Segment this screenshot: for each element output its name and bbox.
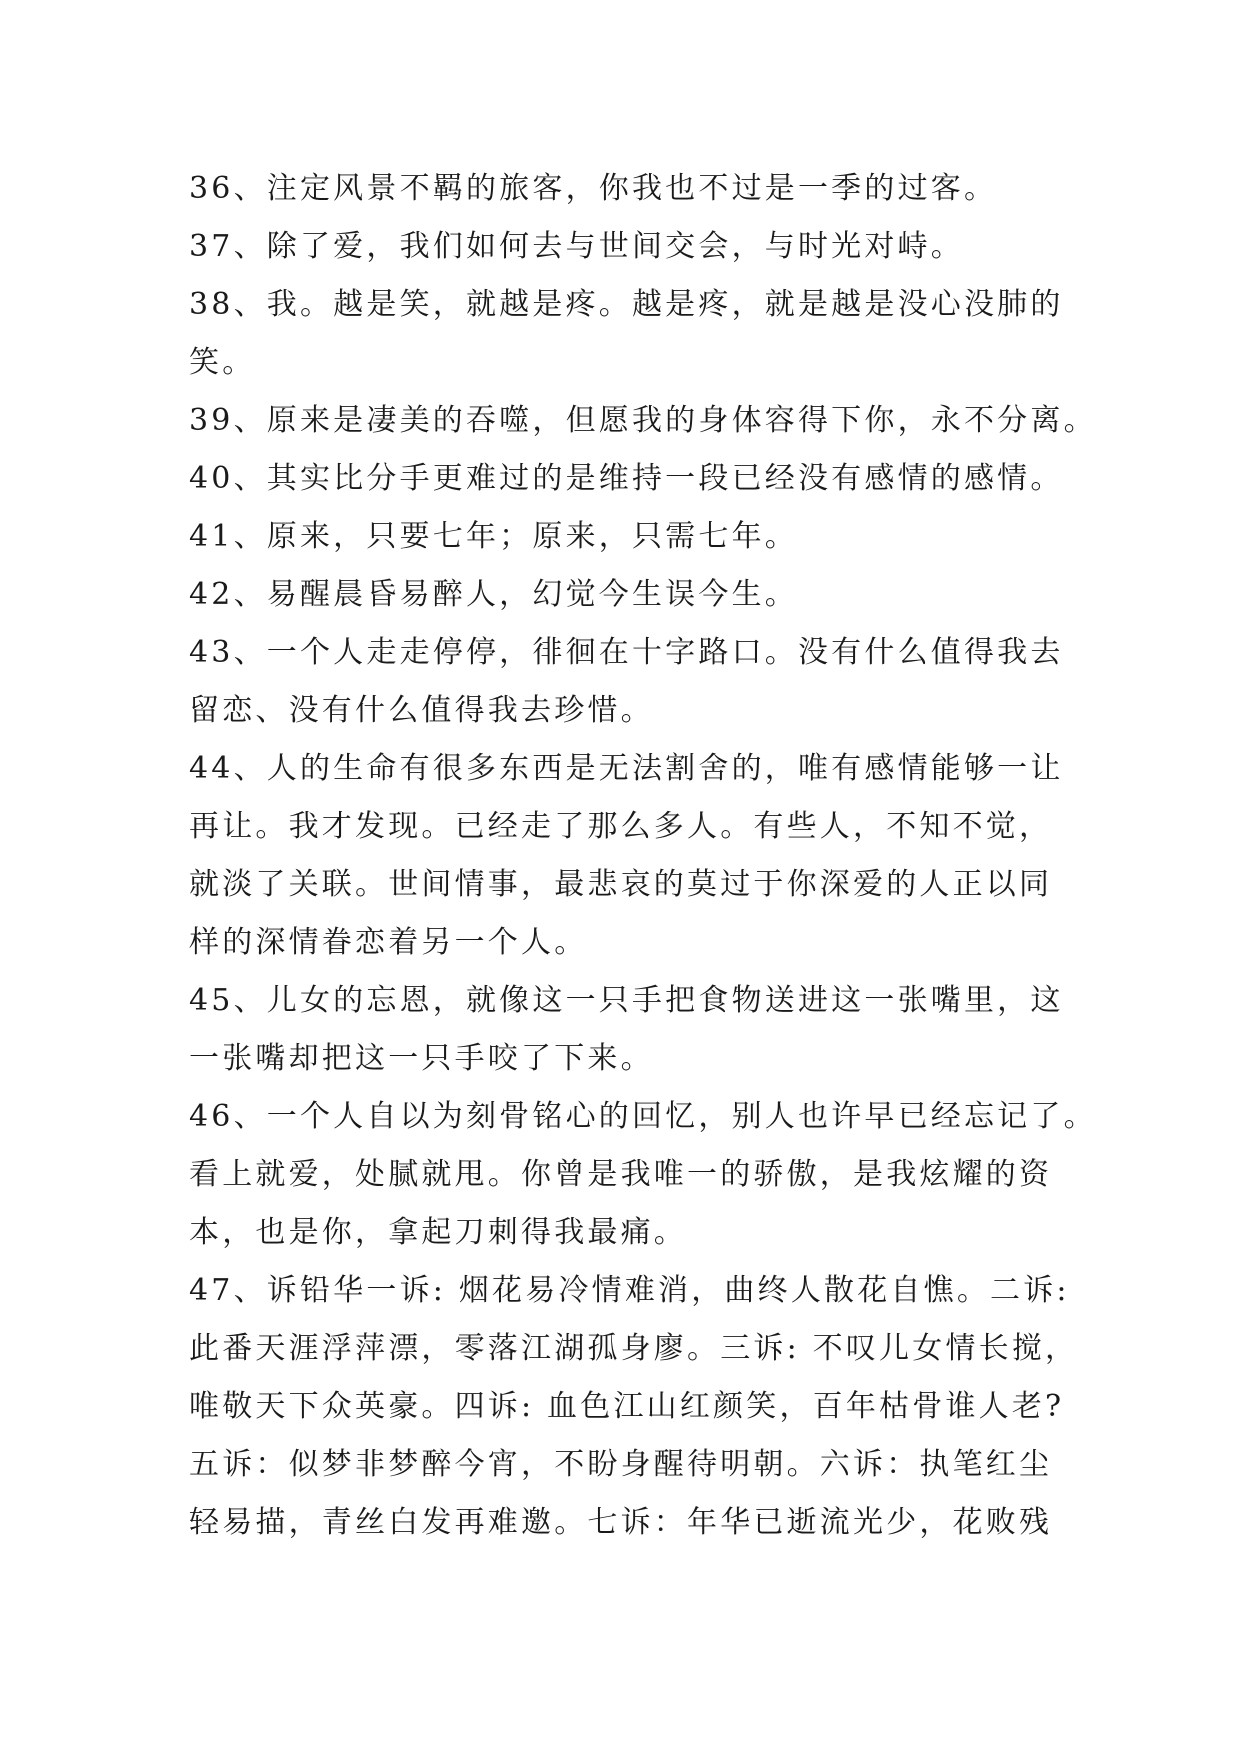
text-line: 46、一个人自以为刻骨铭心的回忆，别人也许早已经忘记了。: [189, 1099, 1097, 1134]
text-line: 37、除了爱，我们如何去与世间交会，与时光对峙。: [189, 229, 964, 264]
text-line: 笑。: [189, 345, 256, 380]
text-line: 42、易醒晨昏易醉人，幻觉今生误今生。: [189, 577, 798, 612]
text-line: 此番天涯浮萍漂，零落江湖孤身廖。三诉: 不叹儿女情长搅，: [189, 1331, 1079, 1366]
document-body: [189, 160, 1097, 1552]
text-line: 五诉：似梦非梦醉今宵，不盼身醒待明朝。六诉：执笔红尘: [189, 1447, 1053, 1482]
text-line: 唯敬天下众英豪。四诉: 血色江山红颜笑，百年枯骨谁人老?: [189, 1389, 1065, 1424]
text-line: 36、注定风景不羁的旅客，你我也不过是一季的过客。: [189, 171, 998, 206]
text-line: 样的深情眷恋着另一个人。: [189, 925, 588, 960]
text-line: 38、我。越是笑，就越是疼。越是疼，就是越是没心没肺的: [189, 287, 1064, 322]
text-line: 43、一个人走走停停，徘徊在十字路口。没有什么值得我去: [189, 635, 1064, 670]
text-line: 44、人的生命有很多东西是无法割舍的，唯有感情能够一让: [189, 751, 1064, 786]
text-line: 47、诉铅华一诉: 烟花易冷情难消，曲终人散花自憔。二诉:: [189, 1273, 1070, 1308]
text-line: 41、原来，只要七年；原来，只需七年。: [189, 519, 798, 554]
text-line: 就淡了关联。世间情事，最悲哀的莫过于你深爱的人正以同: [189, 867, 1053, 902]
text-line: 本，也是你，拿起刀刺得我最痛。: [189, 1215, 687, 1250]
text-line: 留恋、没有什么值得我去珍惜。: [189, 693, 654, 728]
text-line: 一张嘴却把这一只手咬了下来。: [189, 1041, 654, 1076]
text-line: 40、其实比分手更难过的是维持一段已经没有感情的感情。: [189, 461, 1064, 496]
text-line: 看上就爱，处腻就甩。你曾是我唯一的骄傲，是我炫耀的资: [189, 1157, 1053, 1192]
text-line: 39、原来是凄美的吞噬，但愿我的身体容得下你，永不分离。: [189, 403, 1097, 438]
text-line: 轻易描，青丝白发再难邀。七诉：年华已逝流光少，花败残: [189, 1505, 1053, 1540]
text-line: 45、儿女的忘恩，就像这一只手把食物送进这一张嘴里，这: [189, 983, 1064, 1018]
text-line: 再让。我才发现。已经走了那么多人。有些人，不知不觉，: [189, 809, 1053, 844]
